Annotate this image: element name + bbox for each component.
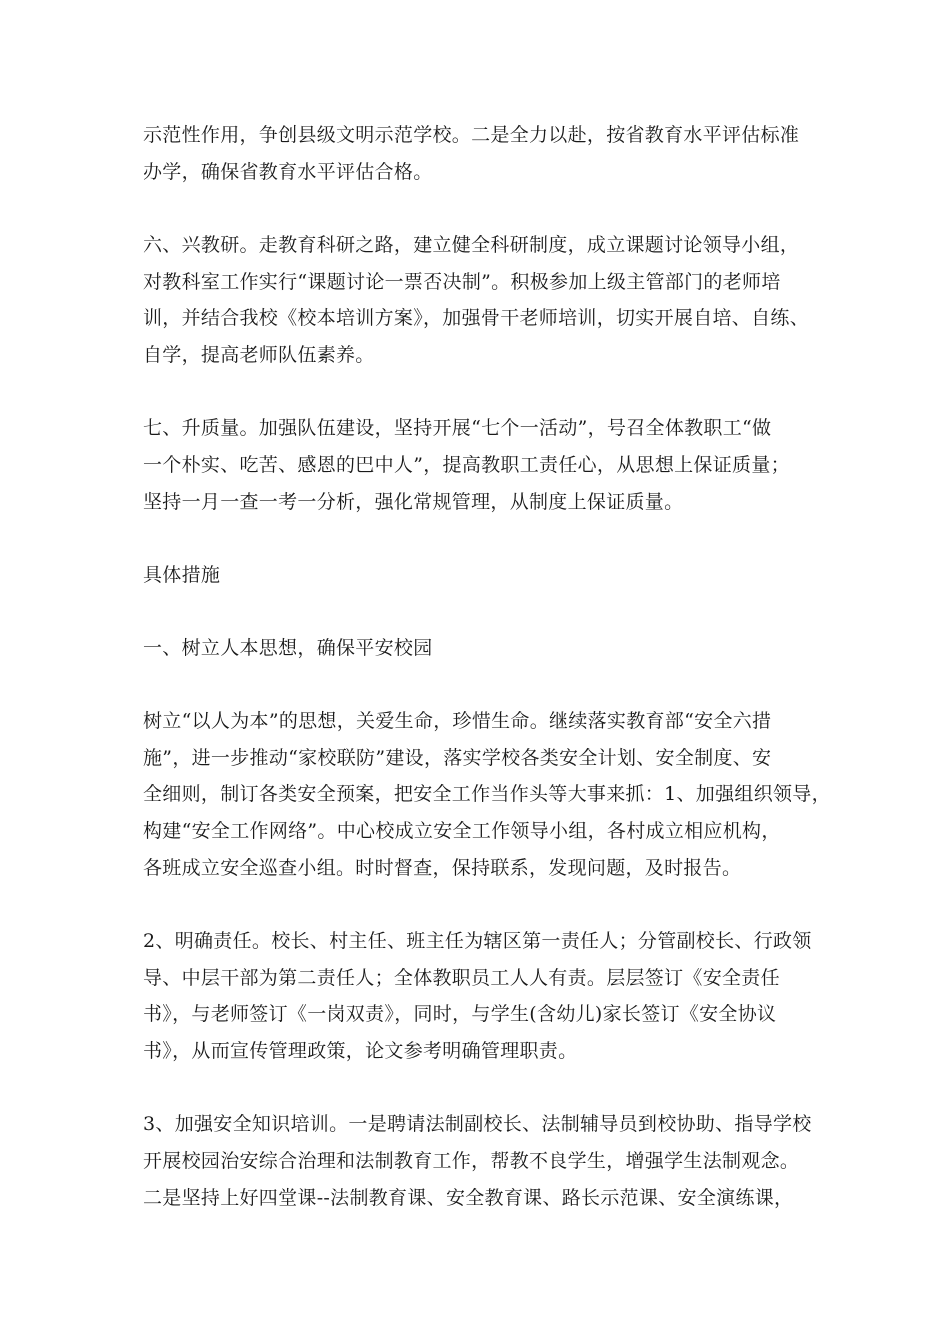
paragraph-teaching-research [143, 227, 833, 374]
text-line: 施”，进一步推动“家校联防”建设，落实学校各类安全计划、安全制度、安 [143, 746, 772, 769]
document-body [143, 117, 833, 1253]
paragraph-responsibility [143, 923, 833, 1070]
text-line: 全细则，制订各类安全预案，把安全工作当作头等大事来抓：1、加强组织领导， [143, 783, 831, 806]
text-line: 书》，从而宣传管理政策，论文参考明确管理职责。 [143, 1040, 578, 1063]
subheading-safe-campus [143, 630, 833, 667]
text-line: 自学，提高老师队伍素养。 [143, 343, 375, 366]
text-line: 导、中层干部为第二责任人；全体教职员工人人有责。层层签订《安全责任 [143, 966, 780, 989]
paragraph-people-oriented [143, 703, 833, 886]
heading-text: 具体措施 [143, 563, 221, 586]
section-heading-measures [143, 557, 833, 594]
text-line: 坚持一月一查一考一分析，强化常规管理，从制度上保证质量。 [143, 490, 684, 513]
text-line: 七、升质量。加强队伍建设，坚持开展“七个一活动”，号召全体教职工“做 [143, 417, 772, 440]
paragraph-school-goals-continued [143, 117, 833, 190]
text-line: 3、加强安全知识培训。一是聘请法制副校长、法制辅导员到校协助、指导学校 [143, 1113, 812, 1136]
text-line: 2、明确责任。校长、村主任、班主任为辖区第一责任人；分管副校长、行政领 [143, 930, 812, 952]
paragraph-quality [143, 410, 833, 520]
text-line: 树立“以人为本”的思想，关爱生命，珍惜生命。继续落实教育部“安全六措 [143, 710, 772, 733]
text-line: 办学，确保省教育水平评估合格。 [143, 160, 433, 183]
text-line: 示范性作用，争创县级文明示范学校。二是全力以赴，按省教育水平评估标准 [143, 124, 800, 146]
text-line: 二是坚持上好四堂课--法制教育课、安全教育课、路长示范课、安全演练课， [143, 1186, 794, 1209]
text-line: 构建“安全工作网络”。中心校成立安全工作领导小组，各村成立相应机构， [143, 820, 781, 843]
text-line: 各班成立安全巡查小组。时时督查，保持联系，发现问题，及时报告。 [143, 856, 742, 879]
text-line: 对教科室工作实行“课题讨论一票否决制”。积极参加上级主管部门的老师培 [143, 270, 781, 293]
text-line: 书》，与老师签订《一岗双责》，同时，与学生(含幼儿)家长签订《安全协议 [143, 1003, 777, 1026]
text-line: 开展校园治安综合治理和法制教育工作，帮教不良学生，增强学生法制观念。 [143, 1149, 800, 1172]
text-line: 训，并结合我校《校本培训方案》，加强骨干老师培训，切实开展自培、自练、 [143, 307, 810, 330]
heading-text: 一、树立人本思想，确保平安校园 [143, 636, 433, 659]
paragraph-safety-training [143, 1106, 833, 1216]
text-line: 一个朴实、吃苦、感恩的巴中人”，提高教职工责任心，从思想上保证质量； [143, 453, 790, 476]
text-line: 六、兴教研。走教育科研之路，建立健全科研制度，成立课题讨论领导小组， [143, 233, 800, 256]
